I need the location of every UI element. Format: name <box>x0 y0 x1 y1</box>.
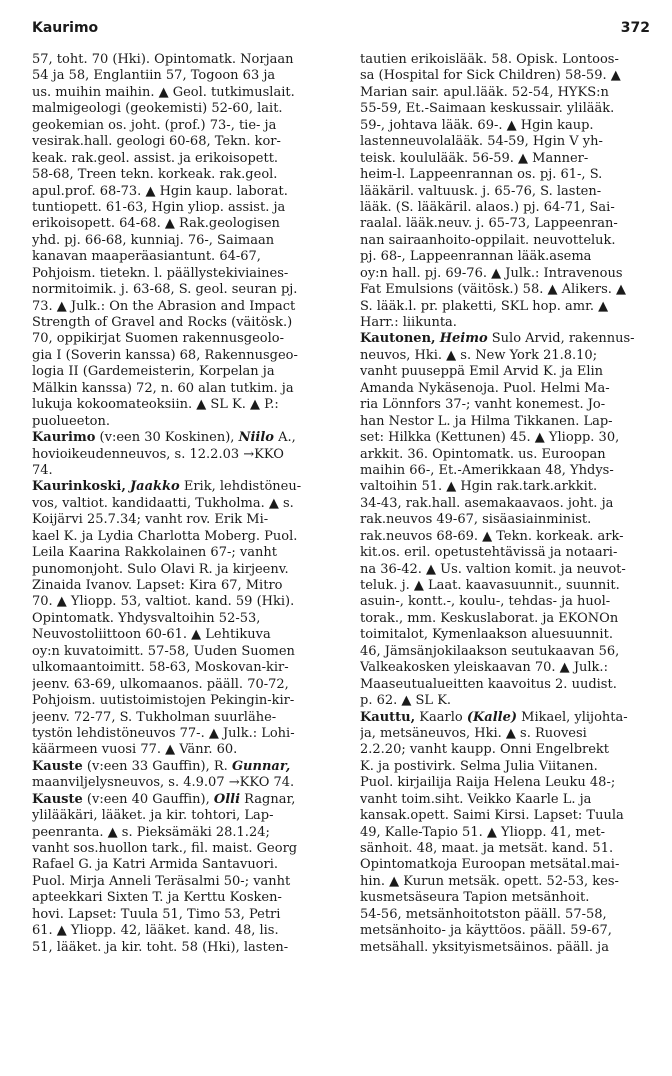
text-run: vanht sos.huollon tark., fil. maist. Georg <box>32 841 298 856</box>
text-run: 58-68, Treen tekn. korkeak. rak.geol. <box>32 167 278 183</box>
text-line <box>32 545 338 561</box>
text-line <box>32 381 338 397</box>
text-run: Fat Emulsions (väitösk.) 58. ▲ Alikers. ▲ <box>360 282 627 298</box>
text-run: nan sairaanhoito-oppilait. neuvotteluk. <box>360 232 616 248</box>
text-line <box>360 184 652 200</box>
text-line <box>32 315 338 331</box>
text-line <box>32 940 338 956</box>
text-line <box>360 68 652 84</box>
text-line <box>32 200 338 216</box>
text-run: hin. ▲ Kurun metsäk. opett. 52-53, kes- <box>360 873 619 889</box>
text-run: vanht puuseppä Emil Arvid K. ja Elin <box>360 364 604 380</box>
text-run: kansak.opett. Saimi Kirsi. Lapset: Tuula <box>360 808 624 824</box>
text-line <box>360 726 652 742</box>
entry-heading-run: Kaurimo <box>32 430 96 446</box>
text-line <box>360 331 652 347</box>
text-run: Mälkin kanssa) 72, n. 60 alan tutkim. ja <box>32 380 294 396</box>
text-run: gia I (Soverin kanssa) 68, Rakennusgeo- <box>32 347 298 363</box>
text-line <box>32 331 338 347</box>
text-line <box>32 118 338 134</box>
text-run: yhd. pj. 66-68, kunniaj. 76-, Saimaan <box>32 232 275 248</box>
text-run: (v:een 40 Gauffin), <box>82 791 214 807</box>
text-run: Valkeakosken yleiskaavan 70. ▲ Julk.: <box>360 660 608 676</box>
text-line <box>32 742 338 758</box>
text-run: 70, oppikirjat Suomen rakennusgeolo- <box>32 331 284 347</box>
text-run: oy:n kuvatoimitt. 57-58, Uuden Suomen <box>32 643 295 659</box>
text-line <box>360 200 652 216</box>
text-run: sänhoit. 48, maat. ja metsät. kand. 51. <box>360 841 614 856</box>
text-run: set: Hilkka (Kettunen) 45. ▲ Yliopp. 30, <box>360 430 620 446</box>
text-run: 73. ▲ Julk.: On the Abrasion and Impact <box>32 298 296 314</box>
text-line <box>32 151 338 167</box>
text-line <box>360 693 652 709</box>
text-run: pj. 68-, Lappeenrannan lääk.asema <box>360 249 592 265</box>
text-run: peenranta. ▲ s. Pieksämäki 28.1.24; <box>32 824 270 840</box>
right-column <box>360 52 652 956</box>
text-run: torak., mm. Keskuslaborat. ja EKONOn <box>360 610 619 626</box>
text-run: rak.neuvos 68-69. ▲ Tekn. korkeak. ark- <box>360 528 624 544</box>
text-run: teisk. koululääk. 56-59. ▲ Manner- <box>360 150 589 166</box>
text-line <box>32 578 338 594</box>
text-run: 46, Jämsänjokilaakson seutukaavan 56, <box>360 643 620 659</box>
text-run: ylilääkäri, lääket. ja kir. tohtori, Lap- <box>32 808 274 824</box>
text-run: Zinaida Ivanov. Lapset: Kira 67, Mitro <box>32 578 283 593</box>
text-run: K. ja postivirk. Selma Julia Viitanen. <box>360 758 598 774</box>
text-run: kusmetsäseura Tapion metsänhoit. <box>360 890 590 906</box>
text-run: Erik, lehdistöneu- <box>179 479 302 495</box>
text-line <box>360 430 652 446</box>
text-line <box>32 677 338 693</box>
text-run: 70. ▲ Yliopp. 53, valtiot. kand. 59 (Hki). <box>32 594 295 610</box>
entry-heading-run: Niilo <box>238 430 274 446</box>
text-run: keak. rak.geol. assist. ja erikoisopett. <box>32 150 279 166</box>
text-run: Kaarlo <box>415 709 467 725</box>
text-run: 51, lääket. ja kir. toht. 58 (Hki), lasten- <box>32 939 289 955</box>
text-line <box>360 348 652 364</box>
text-line <box>32 463 338 479</box>
text-run: teluk. j. ▲ Laat. kaavasuunnit., suunnit. <box>360 578 620 593</box>
text-line <box>32 890 338 906</box>
text-run: Rafael G. ja Katri Armida Santavuori. <box>32 857 279 873</box>
text-run: Mikael, ylijohta- <box>517 709 628 725</box>
text-run: Pohjoism. uutistoimistojen Pekingin-kir- <box>32 693 295 709</box>
text-line <box>32 479 338 495</box>
text-run: punomonjoht. Sulo Olavi R. ja kirjeenv. <box>32 561 289 577</box>
text-run: lääkäril. valtuusk. j. 65-76, S. lasten- <box>360 183 602 199</box>
text-line <box>360 660 652 676</box>
text-line <box>32 364 338 380</box>
text-run: Puol. kirjailija Raija Helena Leuku 48-; <box>360 775 616 791</box>
text-line <box>32 726 338 742</box>
text-line <box>32 447 338 463</box>
text-line <box>360 315 652 331</box>
left-column <box>32 52 338 956</box>
text-run: puolueeton. <box>32 413 110 429</box>
text-run: Sulo Arvid, rakennus- <box>487 331 635 347</box>
text-line <box>360 134 652 150</box>
text-line <box>32 68 338 84</box>
entry-heading-run: Jaakko <box>130 479 180 495</box>
text-run: hovioikeudenneuvos, s. 12.2.03 →KKO <box>32 446 284 462</box>
text-line <box>360 808 652 824</box>
text-run: ria Lönnfors 37-; vanht konemest. Jo- <box>360 397 606 413</box>
text-run: 55-59, Et.-Saimaan keskussair. ylilääk. <box>360 101 615 117</box>
text-line <box>360 463 652 479</box>
text-line <box>32 249 338 265</box>
text-line <box>32 611 338 627</box>
text-run: 54-56, metsänhoitotston pääll. 57-58, <box>360 906 607 922</box>
text-run: 74. <box>32 462 53 478</box>
running-head-title: Kaurimo <box>32 20 99 36</box>
text-line <box>360 710 652 726</box>
text-run: apteekkari Sixten T. ja Kerttu Kosken- <box>32 890 282 906</box>
text-run: 54 ja 58, Englantiin 57, Togoon 63 ja <box>32 68 276 84</box>
text-line <box>32 134 338 150</box>
text-run: vos, valtiot. kandidaatti, Tukholma. ▲ s. <box>32 495 294 511</box>
text-line <box>360 742 652 758</box>
text-line <box>32 759 338 775</box>
text-line <box>32 397 338 413</box>
text-line <box>360 118 652 134</box>
text-line <box>360 874 652 890</box>
text-line <box>32 841 338 857</box>
text-run: 49, Kalle-Tapio 51. ▲ Yliopp. 41, met- <box>360 824 606 840</box>
text-run: han Nestor L. ja Hilma Tikkanen. Lap- <box>360 413 613 429</box>
entry-heading-run: (Kalle) <box>466 709 518 725</box>
text-line <box>360 101 652 117</box>
text-run: jeenv. 72-77, S. Tukholman suurlähe- <box>32 709 277 725</box>
entry-heading-run: Kauste <box>32 791 83 807</box>
text-line <box>360 447 652 463</box>
text-run: Ragnar, <box>240 791 296 807</box>
text-run: p. 62. ▲ SL K. <box>360 693 452 709</box>
entry-heading-run: Gunnar, <box>231 758 291 774</box>
text-line <box>360 167 652 183</box>
text-run: lukuja kokoomateoksiin. ▲ SL K. ▲ P.: <box>32 397 279 413</box>
text-run: Leila Kaarina Rakkolainen 67-; vanht <box>32 545 277 561</box>
text-line <box>32 857 338 873</box>
text-line <box>32 660 338 676</box>
text-run: maanviljelysneuvos, s. 4.9.07 →KKO 74. <box>32 775 295 791</box>
text-run: 2.2.20; vanht kaupp. Onni Engelbrekt <box>360 742 610 758</box>
text-run: raalal. lääk.neuv. j. 65-73, Lappeenran- <box>360 216 618 232</box>
text-line <box>360 578 652 594</box>
text-run: käärmeen vuosi 77. ▲ Vänr. 60. <box>32 742 238 758</box>
text-line <box>360 381 652 397</box>
text-run: tystön lehdistöneuvos 77-. ▲ Julk.: Lohi- <box>32 725 295 741</box>
text-run: vanht toim.siht. Veikko Kaarle L. ja <box>360 791 592 807</box>
text-line <box>360 85 652 101</box>
text-line <box>360 627 652 643</box>
text-line <box>32 808 338 824</box>
text-run: kanavan maaperäasiantunt. 64-67, <box>32 249 261 265</box>
text-run: Harr.: liikunta. <box>360 315 457 330</box>
text-line <box>360 775 652 791</box>
text-run: malmigeologi (geokemisti) 52-60, lait. <box>32 101 283 117</box>
text-line <box>32 907 338 923</box>
text-line <box>32 167 338 183</box>
text-line <box>32 184 338 200</box>
text-line <box>360 923 652 939</box>
text-line <box>32 233 338 249</box>
text-line <box>360 907 652 923</box>
text-line <box>360 216 652 232</box>
text-line <box>360 266 652 282</box>
text-run: normitoimik. j. 63-68, S. geol. seuran pj. <box>32 282 298 298</box>
text-run: lääk. (S. lääkäril. alaos.) pj. 64-71, Sai- <box>360 199 615 215</box>
entry-heading-run: Kauste <box>32 758 83 774</box>
text-line <box>360 594 652 610</box>
text-line <box>32 52 338 68</box>
text-line <box>360 857 652 873</box>
text-run: us. muihin maihin. ▲ Geol. tutkimuslait. <box>32 84 295 100</box>
text-line <box>32 512 338 528</box>
text-line <box>32 874 338 890</box>
text-run: rak.neuvos 49-67, sisäasiainminist. <box>360 512 592 528</box>
text-line <box>32 644 338 660</box>
entry-heading-run: Olli <box>213 791 241 807</box>
text-run: valtoihin 51. ▲ Hgin rak.tark.arkkit. <box>360 479 598 495</box>
text-line <box>32 825 338 841</box>
text-line <box>360 512 652 528</box>
text-run: Strength of Gravel and Rocks (väitösk.) <box>32 315 293 330</box>
text-run: erikoisopett. 64-68. ▲ Rak.geologisen <box>32 216 280 232</box>
text-run: Marian sair. apul.lääk. 52-54, HYKS:n <box>360 84 609 100</box>
text-line <box>360 825 652 841</box>
text-run: toimitalot, Kymenlaakson aluesuunnit. <box>360 627 613 643</box>
text-run: Maaseutualueitten kaavoitus 2. uudist. <box>360 676 617 692</box>
text-line <box>32 529 338 545</box>
text-run: Opintomatk. Yhdysvaltoihin 52-53, <box>32 610 261 626</box>
text-run: metsähall. yksityismetsäinos. pääll. ja <box>360 939 609 955</box>
text-run: na 36-42. ▲ Us. valtion komit. ja neuvot- <box>360 561 626 577</box>
text-run: Neuvostoliittoon 60-61. ▲ Lehtikuva <box>32 627 271 643</box>
text-line <box>360 151 652 167</box>
text-line <box>360 759 652 775</box>
text-line <box>360 233 652 249</box>
text-line <box>360 496 652 512</box>
text-run: oy:n hall. pj. 69-76. ▲ Julk.: Intravenous <box>360 265 623 281</box>
text-run: kit.os. eril. opetustehtävissä ja notaari- <box>360 545 618 561</box>
text-run: sa (Hospital for Sick Children) 58-59. ▲ <box>360 68 621 84</box>
text-run: (v:een 33 Gauffin), R. <box>82 758 232 774</box>
text-line <box>360 52 652 68</box>
text-run: 61. ▲ Yliopp. 42, lääket. kand. 48, lis. <box>32 923 279 939</box>
text-line <box>32 710 338 726</box>
text-run: heim-l. Lappeenrannan os. pj. 61-, S. <box>360 167 603 183</box>
text-run: (v:een 30 Koskinen), <box>95 430 239 446</box>
text-line <box>360 397 652 413</box>
text-line <box>32 430 338 446</box>
text-line <box>360 299 652 315</box>
entry-heading-run: Kauttu, <box>360 709 416 725</box>
text-line <box>32 562 338 578</box>
text-line <box>360 282 652 298</box>
text-run: S. lääk.l. pr. plaketti, SKL hop. amr. ▲ <box>360 298 609 314</box>
text-line <box>360 677 652 693</box>
text-line <box>360 890 652 906</box>
text-line <box>32 496 338 512</box>
text-line <box>360 792 652 808</box>
text-run: kael K. ja Lydia Charlotta Moberg. Puol. <box>32 528 298 544</box>
text-line <box>360 414 652 430</box>
text-line <box>32 775 338 791</box>
text-line <box>32 594 338 610</box>
text-run: Amanda Nykäsenoja. Puol. Helmi Ma- <box>360 380 610 396</box>
entry-heading-run: Heimo <box>439 331 488 347</box>
text-line <box>32 792 338 808</box>
text-line <box>32 299 338 315</box>
text-line <box>360 249 652 265</box>
page-number: 372 <box>620 20 650 36</box>
text-run: A., <box>273 430 296 446</box>
text-run: Pohjoism. tietekn. l. päällystekiviaines- <box>32 265 289 281</box>
text-run: Opintomatkoja Euroopan metsätal.mai- <box>360 857 620 873</box>
text-run: tautien erikoislääk. 58. Opisk. Lontoos- <box>360 52 619 67</box>
text-line <box>360 611 652 627</box>
text-run: 34-43, rak.hall. asemakaavaos. joht. ja <box>360 495 614 511</box>
text-line <box>360 529 652 545</box>
text-run: vesirak.hall. geologi 60-68, Tekn. kor- <box>32 134 281 150</box>
text-line <box>360 562 652 578</box>
text-line <box>32 85 338 101</box>
text-line <box>32 414 338 430</box>
text-line <box>360 644 652 660</box>
text-run: 57, toht. 70 (Hki). Opintomatk. Norjaan <box>32 52 294 67</box>
text-line <box>32 216 338 232</box>
text-line <box>360 841 652 857</box>
text-line <box>360 545 652 561</box>
entry-heading-run: Kaurinkoski, <box>32 479 126 495</box>
text-line <box>32 282 338 298</box>
text-line <box>32 348 338 364</box>
text-line <box>32 101 338 117</box>
text-run: ja, metsäneuvos, Hki. ▲ s. Ruovesi <box>360 725 587 741</box>
text-line <box>32 693 338 709</box>
text-run: metsänhoito- ja käyttöos. pääll. 59-67, <box>360 923 612 939</box>
text-run: ulkomaantoimitt. 58-63, Moskovan-kir- <box>32 660 289 676</box>
text-run: jeenv. 63-69, ulkomaanos. pääll. 70-72, <box>32 676 289 692</box>
text-run: geokemian os. joht. (prof.) 73-, tie- ja <box>32 117 277 133</box>
text-run: neuvos, Hki. ▲ s. New York 21.8.10; <box>360 347 598 363</box>
text-run: tuntiopett. 61-63, Hgin yliop. assist. ja <box>32 199 286 215</box>
text-line <box>360 479 652 495</box>
text-line <box>360 364 652 380</box>
text-run: logia II (Gardemeisterin, Korpelan ja <box>32 364 275 380</box>
text-line <box>32 923 338 939</box>
text-run: Puol. Mirja Anneli Teräsalmi 50-; vanht <box>32 873 291 889</box>
text-run: apul.prof. 68-73. ▲ Hgin kaup. laborat. <box>32 183 288 199</box>
text-line <box>32 266 338 282</box>
entry-heading-run: Kautonen, <box>360 331 436 347</box>
text-run: arkkit. 36. Opintomatk. us. Euroopan <box>360 446 606 462</box>
text-line <box>360 940 652 956</box>
text-run: lastenneuvolalääk. 54-59, Hgin V yh- <box>360 134 603 150</box>
text-run: 59-, johtava lääk. 69-. ▲ Hgin kaup. <box>360 117 594 133</box>
text-line <box>32 627 338 643</box>
text-run: maihin 66-, Et.-Amerikkaan 48, Yhdys- <box>360 462 614 478</box>
text-run: hovi. Lapset: Tuula 51, Timo 53, Petri <box>32 906 281 922</box>
text-run: asuin-, kontt.-, koulu-, tehdas- ja huol- <box>360 594 611 610</box>
text-run: Koijärvi 25.7.34; vanht rov. Erik Mi- <box>32 512 269 528</box>
